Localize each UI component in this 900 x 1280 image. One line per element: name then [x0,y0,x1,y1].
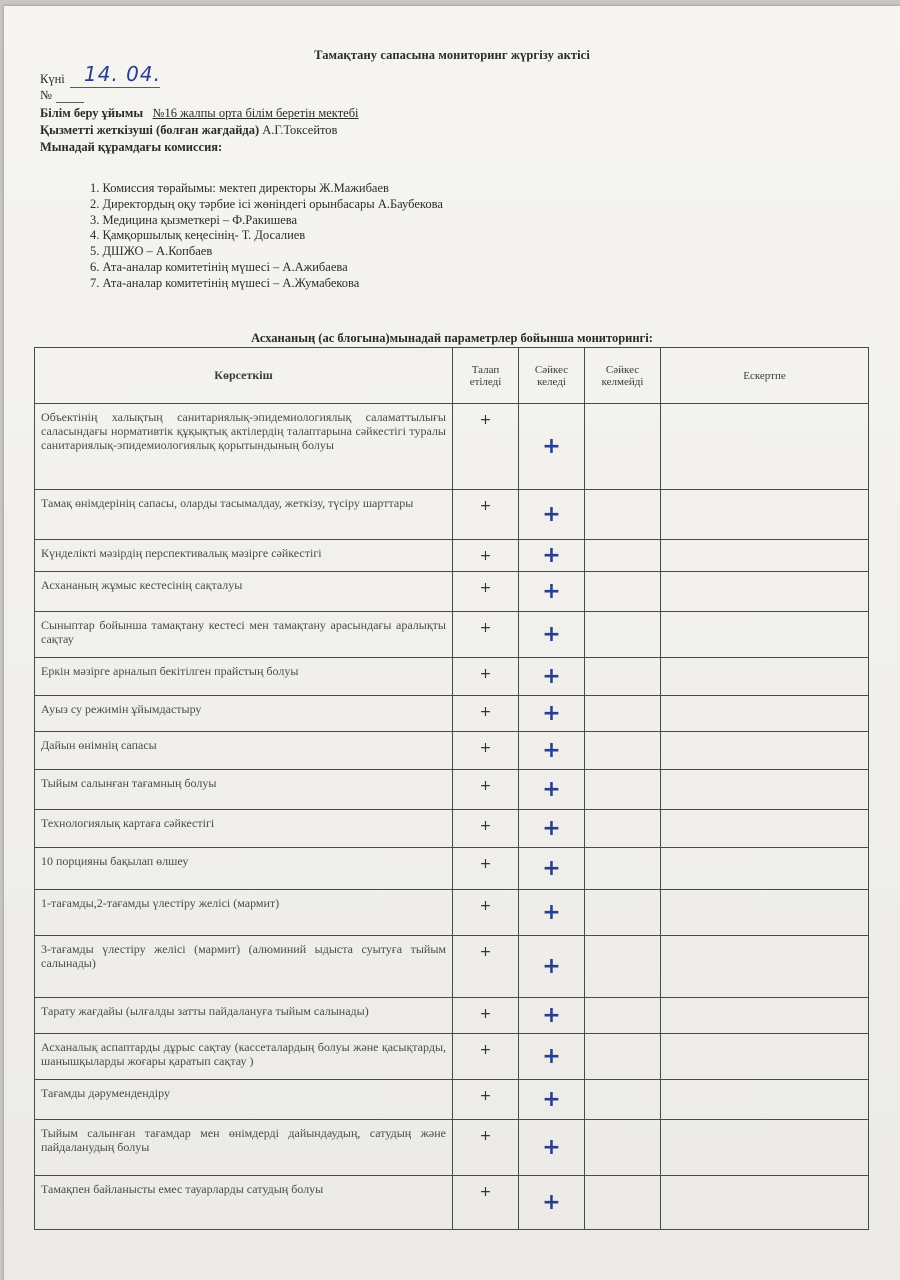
note-cell [661,404,869,490]
required-cell: + [453,540,519,572]
note-cell [661,936,869,998]
matches-cell: + [519,540,585,572]
date-underline [70,87,160,88]
indicator-cell: 1-тағамды,2-тағамды үлестіру желісі (мармит) [35,890,453,936]
note-cell [661,998,869,1034]
commission-member: 1. Комиссия төрайымы: мектеп директоры Ж.Мажибаев [90,181,389,195]
required-cell: + [453,998,519,1034]
note-cell [661,490,869,540]
col-header-indicator: Көрсеткіш [35,348,453,404]
handwritten-date: 14. 04. [84,62,161,86]
not-matches-cell [585,572,661,612]
indicator-cell: Асхананың жұмыс кестесінің сақталуы [35,572,453,612]
org-label: Білім беру ұйымы [40,106,144,120]
commission-member: 6. Ата-аналар комитетінің мүшесі – А.Ажибаева [90,259,348,274]
table-row [35,810,869,848]
table-row [35,490,869,540]
supplier-label: Қызметті жеткізуші (болған жағдайда) [40,123,260,137]
not-matches-cell [585,770,661,810]
table-row [35,658,869,696]
org-value: №16 жалпы орта білім беретін мектебі [152,106,359,120]
not-matches-cell [585,658,661,696]
indicator-cell: Тамақпен байланысты емес тауарларды сатудың болуы [35,1176,453,1230]
required-cell: + [453,770,519,810]
commission-member: 7. Ата-аналар комитетінің мүшесі – А.Жумабекова [90,275,360,290]
indicator-cell: Асханалық аспаптарды дұрыс сақтау (кассеталардың болуы және қасықтарды, шанышқыларды жоғары қаратып сақтау ) [35,1034,453,1080]
table-row [35,1080,869,1120]
matches-cell: + [519,1080,585,1120]
not-matches-cell [585,696,661,732]
required-cell: + [453,1120,519,1176]
not-matches-cell [585,890,661,936]
table-row [35,732,869,770]
note-cell [661,1080,869,1120]
matches-cell: + [519,490,585,540]
note-cell [661,572,869,612]
supplier-row [40,123,337,138]
table-row [35,890,869,936]
not-matches-cell [585,998,661,1034]
table-header-row [35,348,869,404]
not-matches-cell [585,1176,661,1230]
indicator-cell: 3-тағамды үлестіру желісі (мармит) (алюминий ыдыста суытуға тыйым салынады) [35,936,453,998]
indicator-cell: Технологиялық картаға сәйкестігі [35,810,453,848]
matches-cell: + [519,572,585,612]
table-row [35,770,869,810]
col-header-matches: Сәйкес келеді [519,348,585,404]
supplier-value: А.Г.Токсейтов [262,123,338,137]
indicator-cell: Күнделікті мәзірдің перспективалық мәзірге сәйкестігі [35,540,453,572]
table-row [35,936,869,998]
org-row [40,106,359,121]
indicator-cell: Дайын өнімнің сапасы [35,732,453,770]
matches-cell: + [519,848,585,890]
matches-cell: + [519,1120,585,1176]
note-cell [661,848,869,890]
table-row [35,696,869,732]
indicator-cell: Сыныптар бойынша тамақтану кестесі мен тамақтану арасындағы аралықты сақтау [35,612,453,658]
table-row [35,612,869,658]
monitoring-table [34,347,869,1230]
not-matches-cell [585,540,661,572]
commission-member: 2. Директордың оқу тәрбие ісі жөніндегі орынбасары А.Баубекова [90,196,443,211]
table-row [35,1120,869,1176]
note-cell [661,658,869,696]
table-row [35,572,869,612]
matches-cell: + [519,658,585,696]
matches-cell: + [519,936,585,998]
required-cell: + [453,1034,519,1080]
commission-member: 4. Қамқоршылық кеңесінің- Т. Досалиев [90,228,306,243]
note-cell [661,810,869,848]
note-cell [661,770,869,810]
note-cell [661,890,869,936]
col-header-not-matches: Сәйкес келмейді [585,348,661,404]
indicator-cell: Тыйым салынған тағамдар мен өнімдерді дайындаудың, сатудың және пайдаланудың болуы [35,1120,453,1176]
note-cell [661,1034,869,1080]
required-cell: + [453,490,519,540]
required-cell: + [453,696,519,732]
document-title: Тамақтану сапасына мониторинг жүргізу актісі [314,48,590,62]
matches-cell: + [519,998,585,1034]
indicator-cell: Еркін мәзірге арналып бекітілген прайстың болуы [35,658,453,696]
required-cell: + [453,936,519,998]
col-header-required: Талап етіледі [453,348,519,404]
matches-cell: + [519,810,585,848]
date-label: Күні [40,72,65,86]
matches-cell: + [519,770,585,810]
required-cell: + [453,612,519,658]
commission-list [90,181,443,292]
note-cell [661,696,869,732]
table-row [35,848,869,890]
required-cell: + [453,1080,519,1120]
document-page [4,6,900,1280]
required-cell: + [453,1176,519,1230]
required-cell: + [453,572,519,612]
required-cell: + [453,732,519,770]
matches-cell: + [519,1176,585,1230]
not-matches-cell [585,936,661,998]
matches-cell: + [519,890,585,936]
indicator-cell: Тағамды дәрумендендіру [35,1080,453,1120]
indicator-cell: Тыйым салынған тағамның болуы [35,770,453,810]
table-row [35,1176,869,1230]
matches-cell: + [519,1034,585,1080]
not-matches-cell [585,1120,661,1176]
indicator-cell: Ауыз су режимін ұйымдастыру [35,696,453,732]
not-matches-cell [585,404,661,490]
indicator-cell: Объектінің халықтың санитариялық-эпидемиологиялық саламаттылығы саласындағы нормативтік құқықтық актілердің талаптарына сәйкестігі туралы санитариялық-эпидемиологиялық қорытындының болуы [35,404,453,490]
not-matches-cell [585,1080,661,1120]
number-underline [56,102,84,103]
required-cell: + [453,810,519,848]
matches-cell: + [519,696,585,732]
indicator-cell: 10 порцияны бақылап өлшеу [35,848,453,890]
indicator-cell: Тамақ өнімдерінің сапасы, оларды тасымалдау, жеткізу, түсіру шарттары [35,490,453,540]
commission-label: Мынадай құрамдағы комиссия: [40,140,223,154]
not-matches-cell [585,732,661,770]
note-cell [661,1176,869,1230]
required-cell: + [453,404,519,490]
not-matches-cell [585,810,661,848]
required-cell: + [453,658,519,696]
matches-cell: + [519,404,585,490]
matches-cell: + [519,612,585,658]
table-row [35,540,869,572]
required-cell: + [453,890,519,936]
table-row [35,998,869,1034]
table-title: Асхананың (ас блогына)мынадай параметрлер бойынша мониторингі: [251,331,653,345]
table-row [35,404,869,490]
note-cell [661,540,869,572]
table-row [35,1034,869,1080]
not-matches-cell [585,848,661,890]
commission-member: 5. ДШЖО – А.Копбаев [90,244,213,259]
not-matches-cell [585,1034,661,1080]
not-matches-cell [585,490,661,540]
note-cell [661,1120,869,1176]
matches-cell: + [519,732,585,770]
note-cell [661,612,869,658]
col-header-note: Ескертпе [661,348,869,404]
not-matches-cell [585,612,661,658]
number-label: № [40,88,52,102]
indicator-cell: Тарату жағдайы (ылғалды затты пайдалануға тыйым салынады) [35,998,453,1034]
required-cell: + [453,848,519,890]
commission-member: 3. Медицина қызметкері – Ф.Ракишева [90,212,298,227]
note-cell [661,732,869,770]
